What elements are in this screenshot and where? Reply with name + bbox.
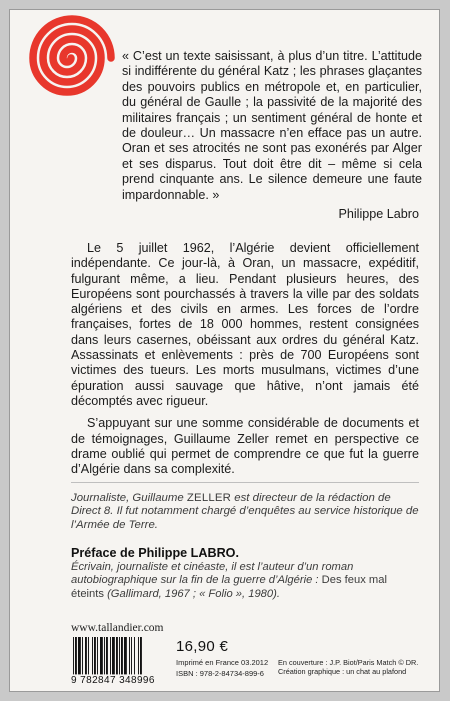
summary-paragraph: S’appuyant sur une somme considérable de documents et de témoignages, Guillaume Zeller remet en perspective ce drame oublié qui permet de comprendre ce que fut la guerre d’Algérie dans sa complexité. — [71, 416, 419, 477]
credit-cover: En couverture : J.P. Biot/Paris Match © DR. — [278, 658, 419, 667]
barcode-bar — [94, 637, 96, 674]
barcode-bar — [116, 637, 118, 674]
barcode-bar — [75, 637, 77, 674]
publisher-website: www.tallandier.com — [71, 622, 164, 634]
barcode-bar — [129, 637, 130, 674]
summary-body — [71, 241, 419, 477]
barcode-bar — [112, 637, 115, 674]
barcode-digits: 9 782847 348996 — [71, 675, 155, 686]
barcode-bar — [100, 637, 103, 674]
red-spiral-logo — [13, 14, 125, 102]
barcode-bar — [92, 637, 93, 674]
barcode-bar — [138, 637, 139, 674]
barcode-bar — [85, 637, 87, 674]
barcode-bar — [134, 637, 135, 674]
barcode-bar — [119, 637, 120, 674]
bio-prefix: Journaliste, Guillaume — [71, 492, 187, 504]
barcode-bar — [82, 637, 83, 674]
bio-suffix: est directeur de la rédaction de Direct 8. Il fut notamment chargé d’enquêtes au service historique de l’Armée de Terre. — [71, 492, 419, 531]
barcode-bar — [110, 637, 111, 674]
barcode-bar — [88, 637, 89, 674]
preface-suffix: (Gallimard, 1967 ; « Folio », 1980). — [103, 587, 280, 600]
preface-book-title: Des feux mal éteints — [71, 574, 387, 600]
bio-name: ZELLER — [186, 492, 232, 504]
barcode-bar — [124, 637, 127, 674]
preface-title: Préface de Philippe LABRO. — [71, 546, 239, 560]
barcode-bar — [106, 637, 108, 674]
preface-prefix: Écrivain, journaliste et cinéaste, il est l’auteur d’un roman autobiographique sur la fin de la guerre d’Algérie : — [71, 561, 354, 587]
quote-text: « C’est un texte saisissant, à plus d’un titre. L’attitude si indifférente du général Katz ; les phrases glaçantes des pouvoirs publics en métropole et, en particulier, du général de Gaulle ; la passivité de la majorité des militaires français ; un sentiment général de honte et de douleur… Un massacre n’en efface pas un autre. Oran et ses atrocités ne sont pas exonérés par Alger et ses disparus. Tout doit être dit – même si cela prend cinquante ans. Le silence demeure une faute impardonnable. » — [122, 49, 422, 202]
preface-text — [71, 561, 421, 601]
barcode-bar — [73, 637, 74, 674]
barcode-bar — [97, 637, 98, 674]
divider — [71, 482, 419, 483]
barcode-bar — [78, 637, 81, 674]
credit-design: Création graphique : un chat au plafond — [278, 667, 407, 677]
author-bio — [71, 492, 421, 532]
book-back-cover — [9, 9, 440, 692]
quote-author: Philippe Labro — [338, 207, 419, 221]
credits — [278, 658, 428, 677]
isbn-label: ISBN : 978-2-84734-899-6 — [176, 669, 264, 678]
printed-in-label: Imprimé en France 03.2012 — [176, 658, 269, 667]
barcode-bar — [121, 637, 123, 674]
price-label: 16,90 € — [176, 638, 229, 655]
summary-paragraph: Le 5 juillet 1962, l’Algérie devient officiellement indépendante. Ce jour-là, à Oran, un massacre, expéditif, fulgurant même, a lieu. Pendant plusieurs heures, des Européens sont pourchassés à travers la ville par des soldats algériens et des civils en armes. Les forces de l’ordre françaises, fortes de 18 000 hommes, restent consignées dans leurs casernes, obéissant aux ordres du général Katz. Assassinats et enlèvements : près de 700 Européens sont victimes des tueurs. Les morts musulmans, victimes d’une épuration aussi sauvage que hâtive, n’ont jamais été décomptés avec rigueur. — [71, 241, 419, 408]
barcode-bar — [140, 637, 142, 674]
barcode-bar — [104, 637, 105, 674]
barcode-bar — [131, 637, 132, 674]
